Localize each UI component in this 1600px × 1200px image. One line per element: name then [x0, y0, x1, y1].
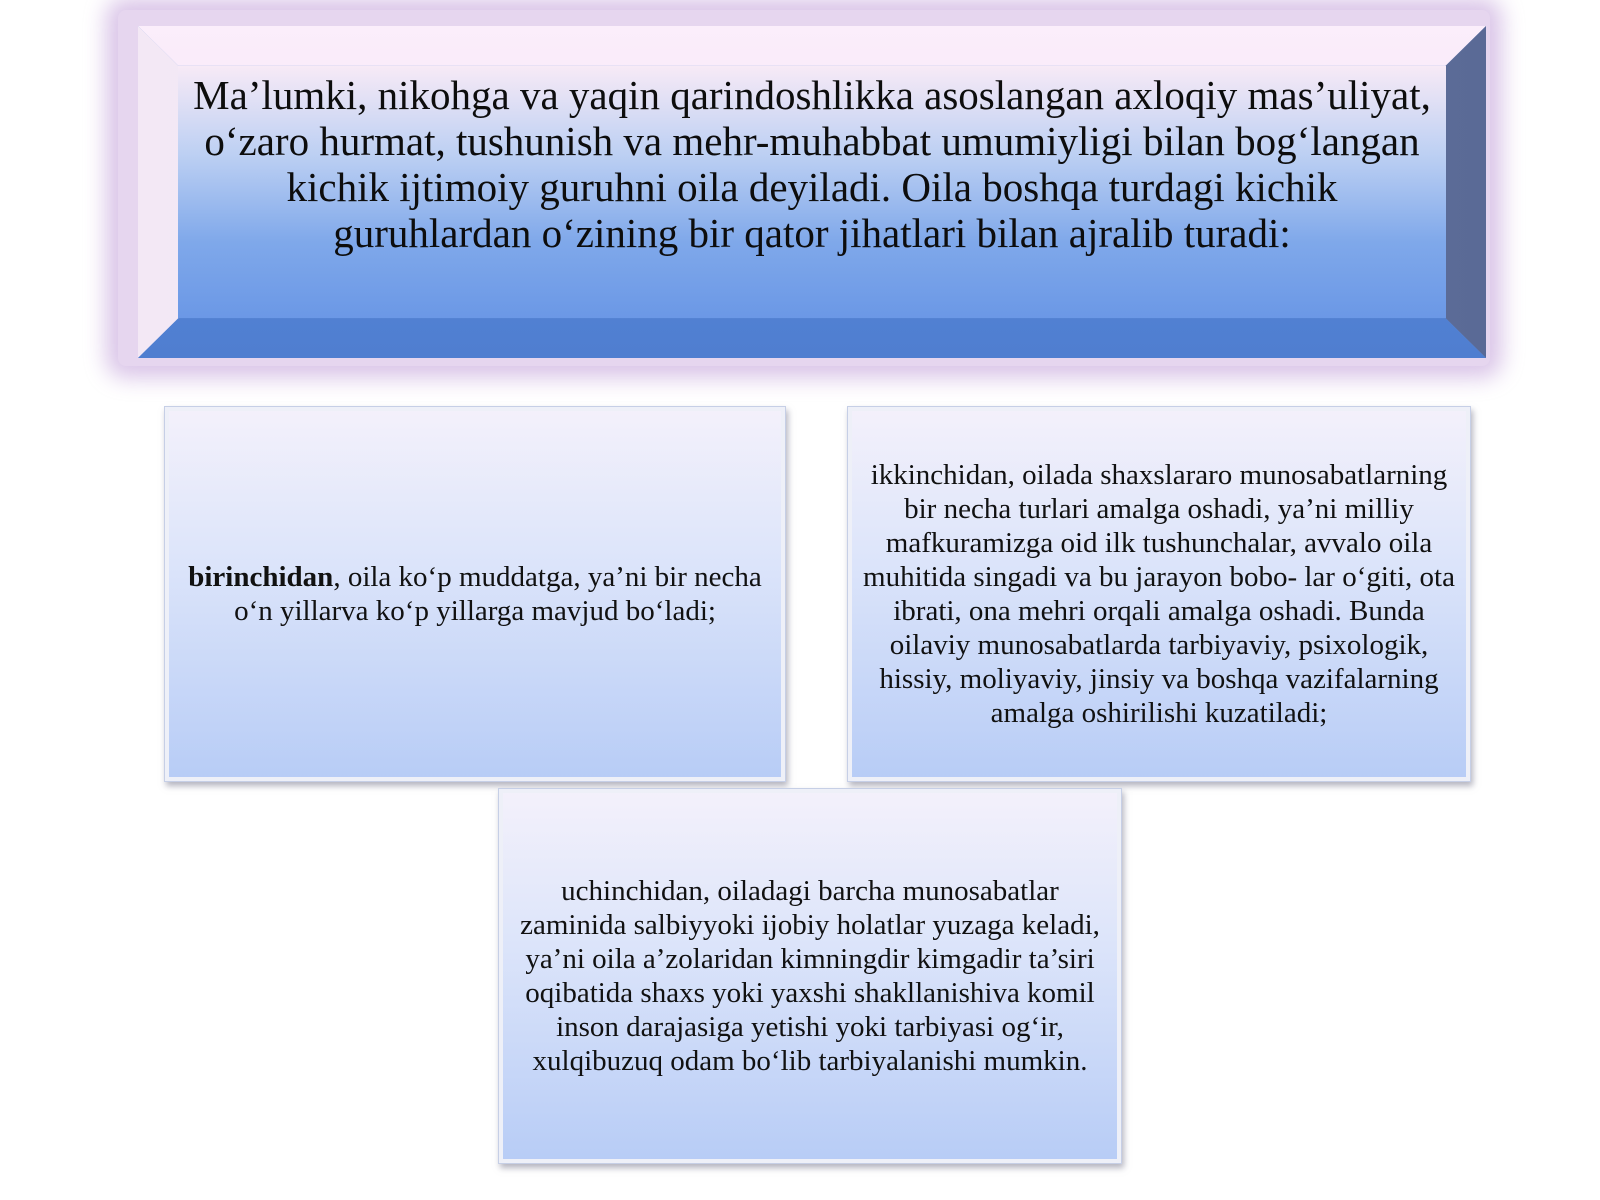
box-second-text: ikkinchidan, oilada shaxslararo munosabatlarning bir necha turlari amalga oshadi, ya’ni milliy mafkuramizga oid ilk tushunchalar, avvalo oila muhitida singadi va bu jarayon bobo- lar o‘giti, ota ibrati, ona mehri orqali amalga oshadi. Bunda oilaviy munosabatlarda tarbiyaviy, psixologik, hissiy, moliyaviy, jinsiy va boshqa vazifalarning amalga oshirilishi kuzatiladi; — [863, 459, 1455, 729]
box-third — [498, 788, 1122, 1164]
box-first-text: , oila ko‘p muddatga, ya’ni bir necha o‘n yillarva ko‘p yillarga mavjud bo‘ladi; — [234, 561, 762, 627]
box-first — [164, 406, 786, 782]
box-first-paragraph — [187, 560, 763, 628]
title-banner — [138, 26, 1486, 358]
banner-text: Ma’lumki, nikohga va yaqin qarindoshlikka asoslangan axloqiy mas’uliyat, o‘zaro hurmat, tushunish va mehr-muhabbat umumiyligi bilan bog‘langan kichik ijtimoiy guruhni oila deyiladi. Oila boshqa turdagi kichik guruhlardan o‘zining bir qator jihatlari bilan ajralib turadi: — [193, 72, 1431, 256]
box-second — [847, 406, 1471, 782]
box-first-lead: birinchidan — [188, 561, 334, 593]
box-third-text: uchinchidan, oiladagi barcha munosabatlar zaminida salbiyyoki ijobiy holatlar yuzaga keladi, ya’ni oila a’zolaridan kimningdir kimgadir ta’siri oqibatida shaxs yoki yaxshi shakllanishiva komil inson darajasiga yetishi yoki tarbiyasi og‘ir, xulqibuzuq odam bo‘lib tarbiyalanishi mumkin. — [520, 875, 1100, 1077]
